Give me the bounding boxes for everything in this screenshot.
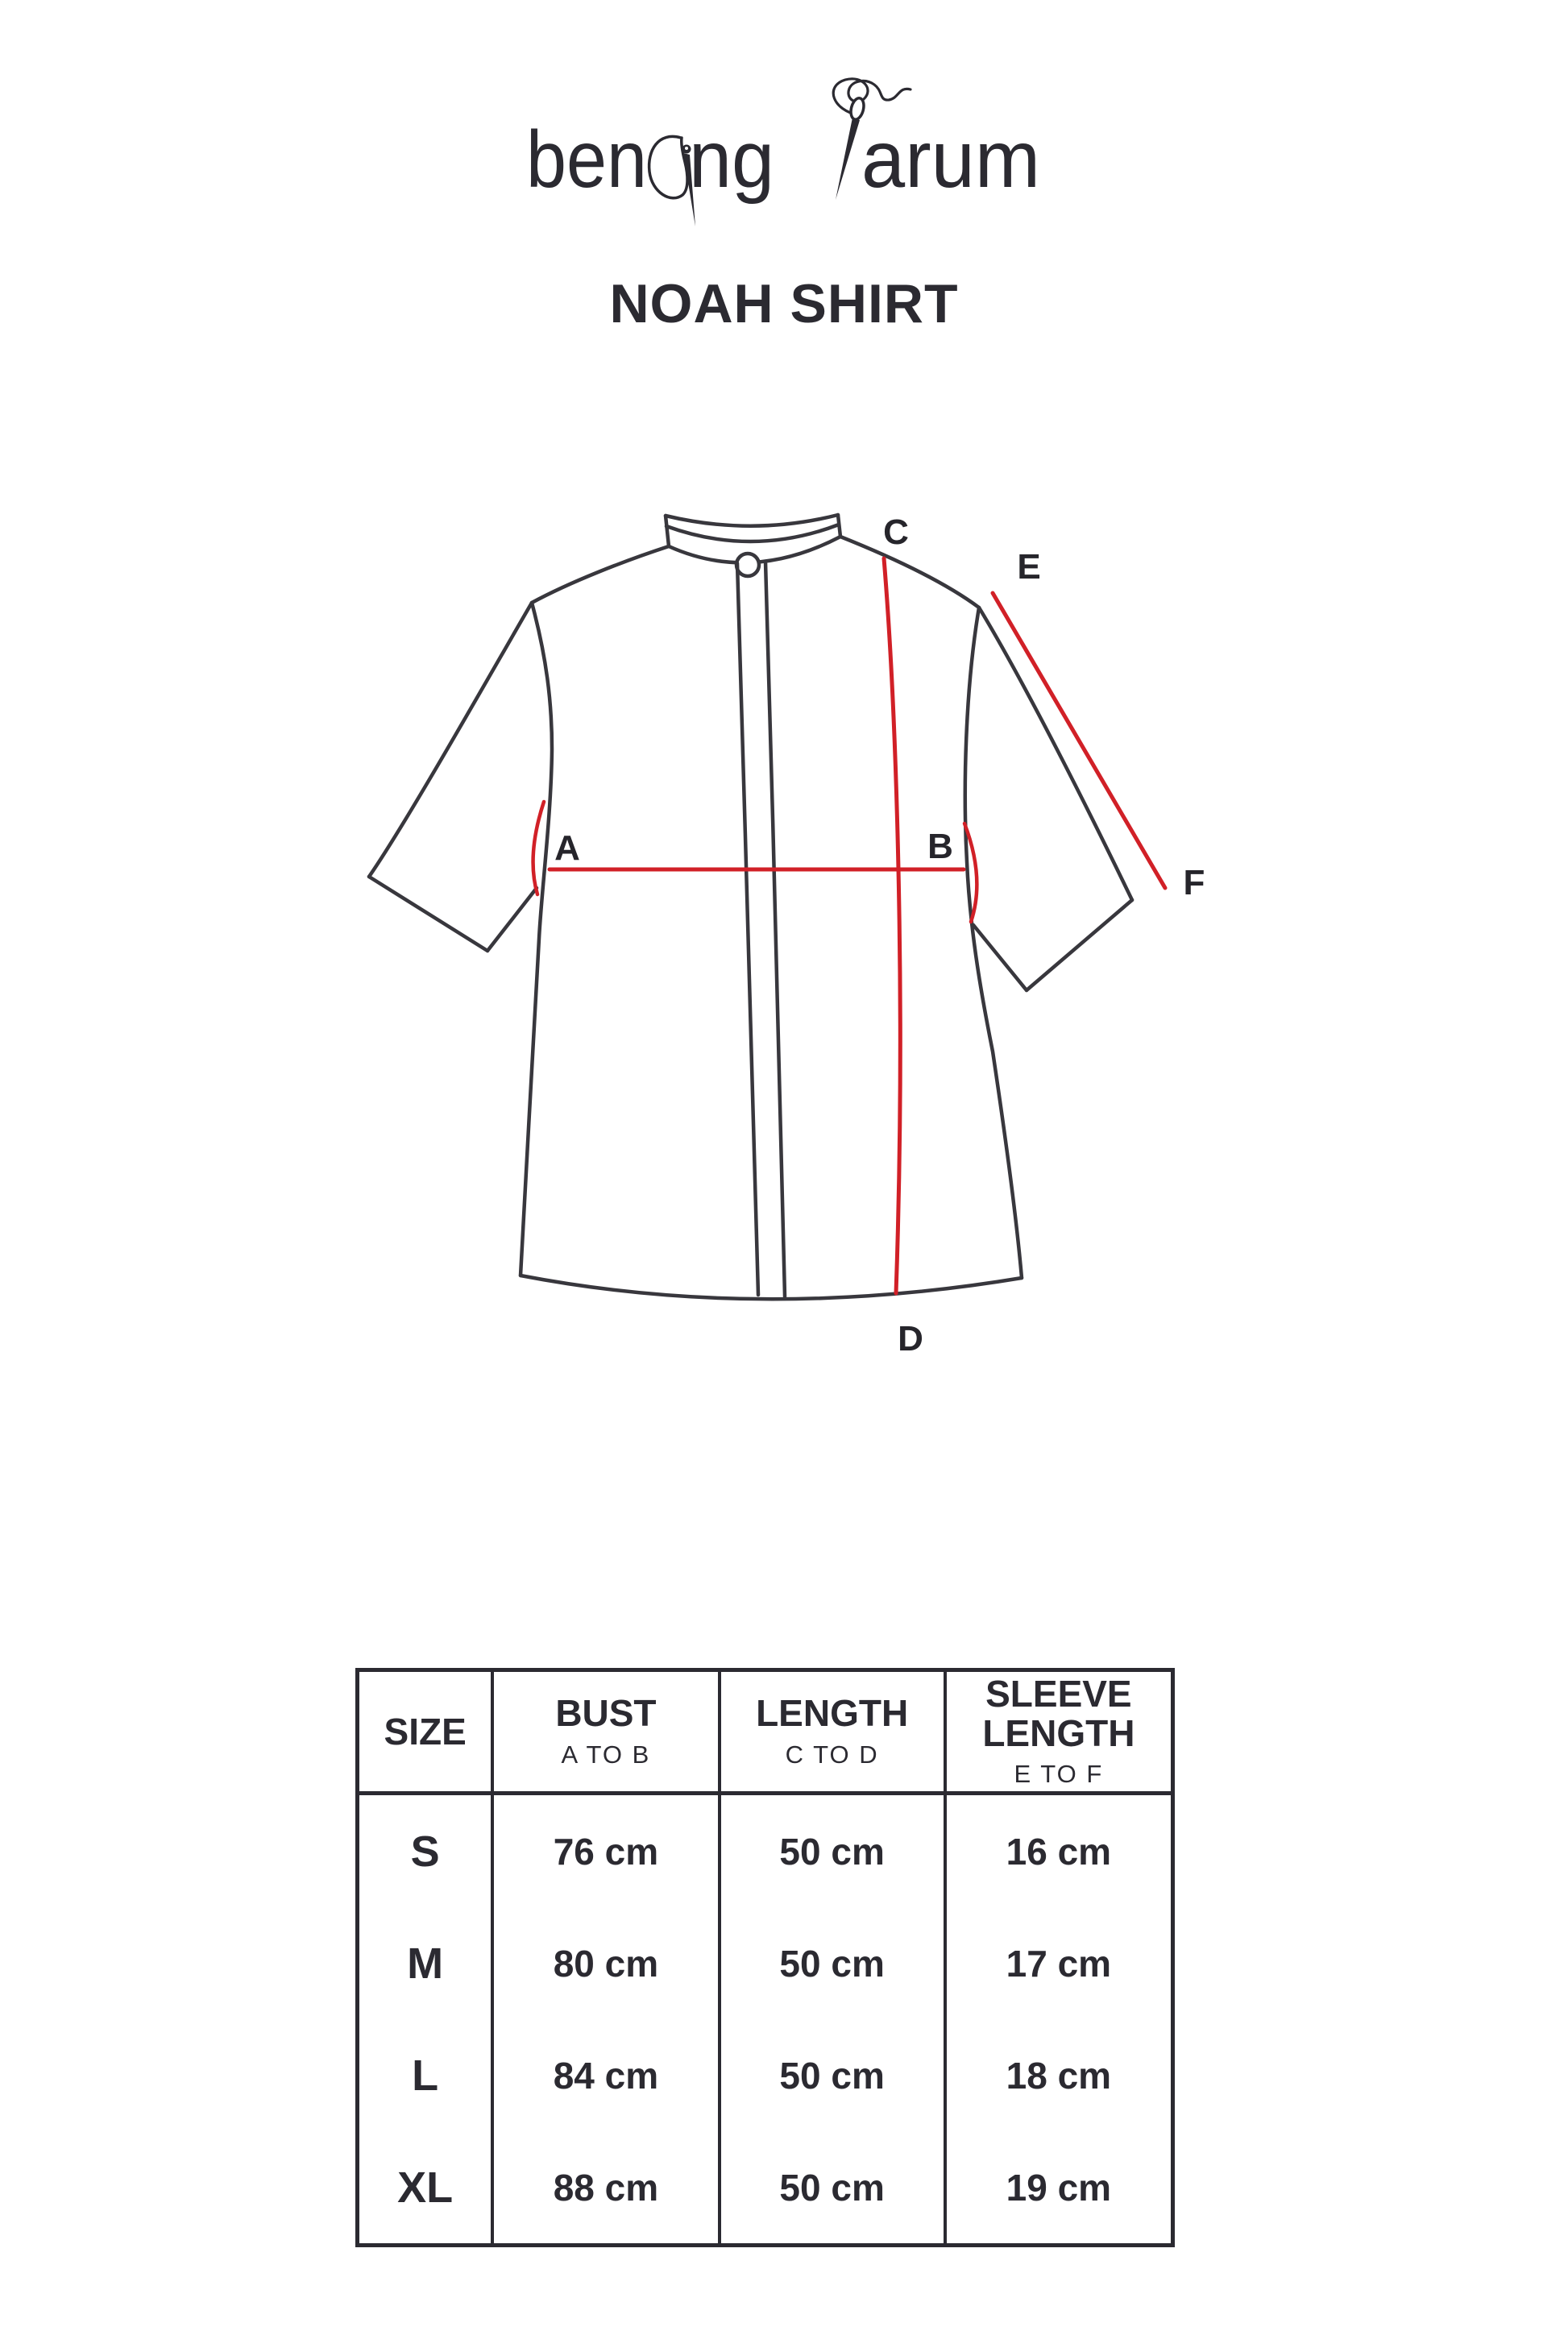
size-label: S xyxy=(410,1827,440,1876)
column-header-size xyxy=(359,1672,494,1795)
bust-cell xyxy=(494,1907,720,2019)
length-value: 50 cm xyxy=(779,1830,885,1873)
bust-cell xyxy=(494,1795,720,1907)
sleeve-cell xyxy=(947,1907,1171,2019)
bust-value: 88 cm xyxy=(553,2166,659,2209)
column-header-length xyxy=(721,1672,947,1795)
column-header-bust xyxy=(494,1672,720,1795)
size-label: XL xyxy=(397,2163,454,2212)
point-label-b: B xyxy=(927,827,953,866)
bust-value: 80 cm xyxy=(553,1942,659,1985)
product-title: NOAH SHIRT xyxy=(609,273,959,334)
bust-value: 84 cm xyxy=(553,2054,659,2097)
shoulder-left xyxy=(532,546,669,603)
logo-text-arum: arum xyxy=(861,114,1040,205)
bust-value: 76 cm xyxy=(553,1830,659,1873)
sleeve-cell xyxy=(947,2131,1171,2243)
column-header-sleeve-length xyxy=(947,1672,1171,1795)
sleeve-value: 19 cm xyxy=(1006,2166,1112,2209)
point-label-c: C xyxy=(883,512,909,552)
sleeve-right-cuff xyxy=(1027,900,1132,990)
body-side-right xyxy=(965,608,1022,1278)
column-header-label: SLEEVE LENGTH xyxy=(982,1673,1135,1754)
length-cell xyxy=(721,1907,947,2019)
column-header-sublabel: E TO F xyxy=(1014,1759,1104,1788)
button-icon xyxy=(736,554,759,576)
size-label: L xyxy=(412,2051,439,2100)
column-header-sublabel: C TO D xyxy=(785,1740,879,1769)
length-value: 50 cm xyxy=(779,2054,885,2097)
length-measure-line xyxy=(884,558,900,1293)
sleeve-measure-line xyxy=(993,593,1165,888)
collar-top-edge xyxy=(666,515,838,526)
sleeve-value: 16 cm xyxy=(1006,1830,1112,1873)
column-header-label: LENGTH xyxy=(756,1692,909,1735)
size-cell xyxy=(359,1907,494,2019)
bust-cell xyxy=(494,2019,720,2131)
point-label-e: E xyxy=(1017,547,1041,587)
size-cell xyxy=(359,1795,494,1907)
collar-tip-right xyxy=(838,515,840,537)
size-cell xyxy=(359,2131,494,2243)
sleeve-left-underarm xyxy=(487,888,537,951)
length-cell xyxy=(721,2131,947,2243)
body-side-left xyxy=(521,603,552,1276)
column-header-sublabel: A TO B xyxy=(561,1740,651,1769)
sleeve-left-cuff xyxy=(369,877,487,951)
sleeve-cell xyxy=(947,1795,1171,1907)
shirt-diagram xyxy=(338,483,1225,1370)
sleeve-left-outer xyxy=(369,603,532,877)
size-cell xyxy=(359,2019,494,2131)
logo-text-ben: ben xyxy=(526,114,647,205)
sleeve-right-outer xyxy=(979,608,1132,900)
brand-logo xyxy=(510,77,1058,238)
logo-text-ng: ng xyxy=(689,114,774,205)
length-value: 50 cm xyxy=(779,1942,885,1985)
sleeve-cell xyxy=(947,2019,1171,2131)
point-label-a: A xyxy=(554,828,580,868)
size-chart-table xyxy=(355,1668,1175,2247)
column-header-label: SIZE xyxy=(384,1710,467,1753)
placket-line-left xyxy=(737,563,758,1295)
sleeve-value: 18 cm xyxy=(1006,2054,1112,2097)
bust-cell xyxy=(494,2131,720,2243)
length-value: 50 cm xyxy=(779,2166,885,2209)
length-cell xyxy=(721,2019,947,2131)
point-label-f: F xyxy=(1183,863,1205,902)
size-label: M xyxy=(407,1939,444,1988)
column-header-label: BUST xyxy=(555,1692,657,1735)
shoulder-right xyxy=(840,537,979,608)
placket-line-right xyxy=(765,562,785,1296)
sleeve-value: 17 cm xyxy=(1006,1942,1112,1985)
point-label-d: D xyxy=(898,1319,923,1359)
collar-tip-left xyxy=(666,516,669,546)
hem-edge xyxy=(521,1276,1022,1299)
length-cell xyxy=(721,1795,947,1907)
